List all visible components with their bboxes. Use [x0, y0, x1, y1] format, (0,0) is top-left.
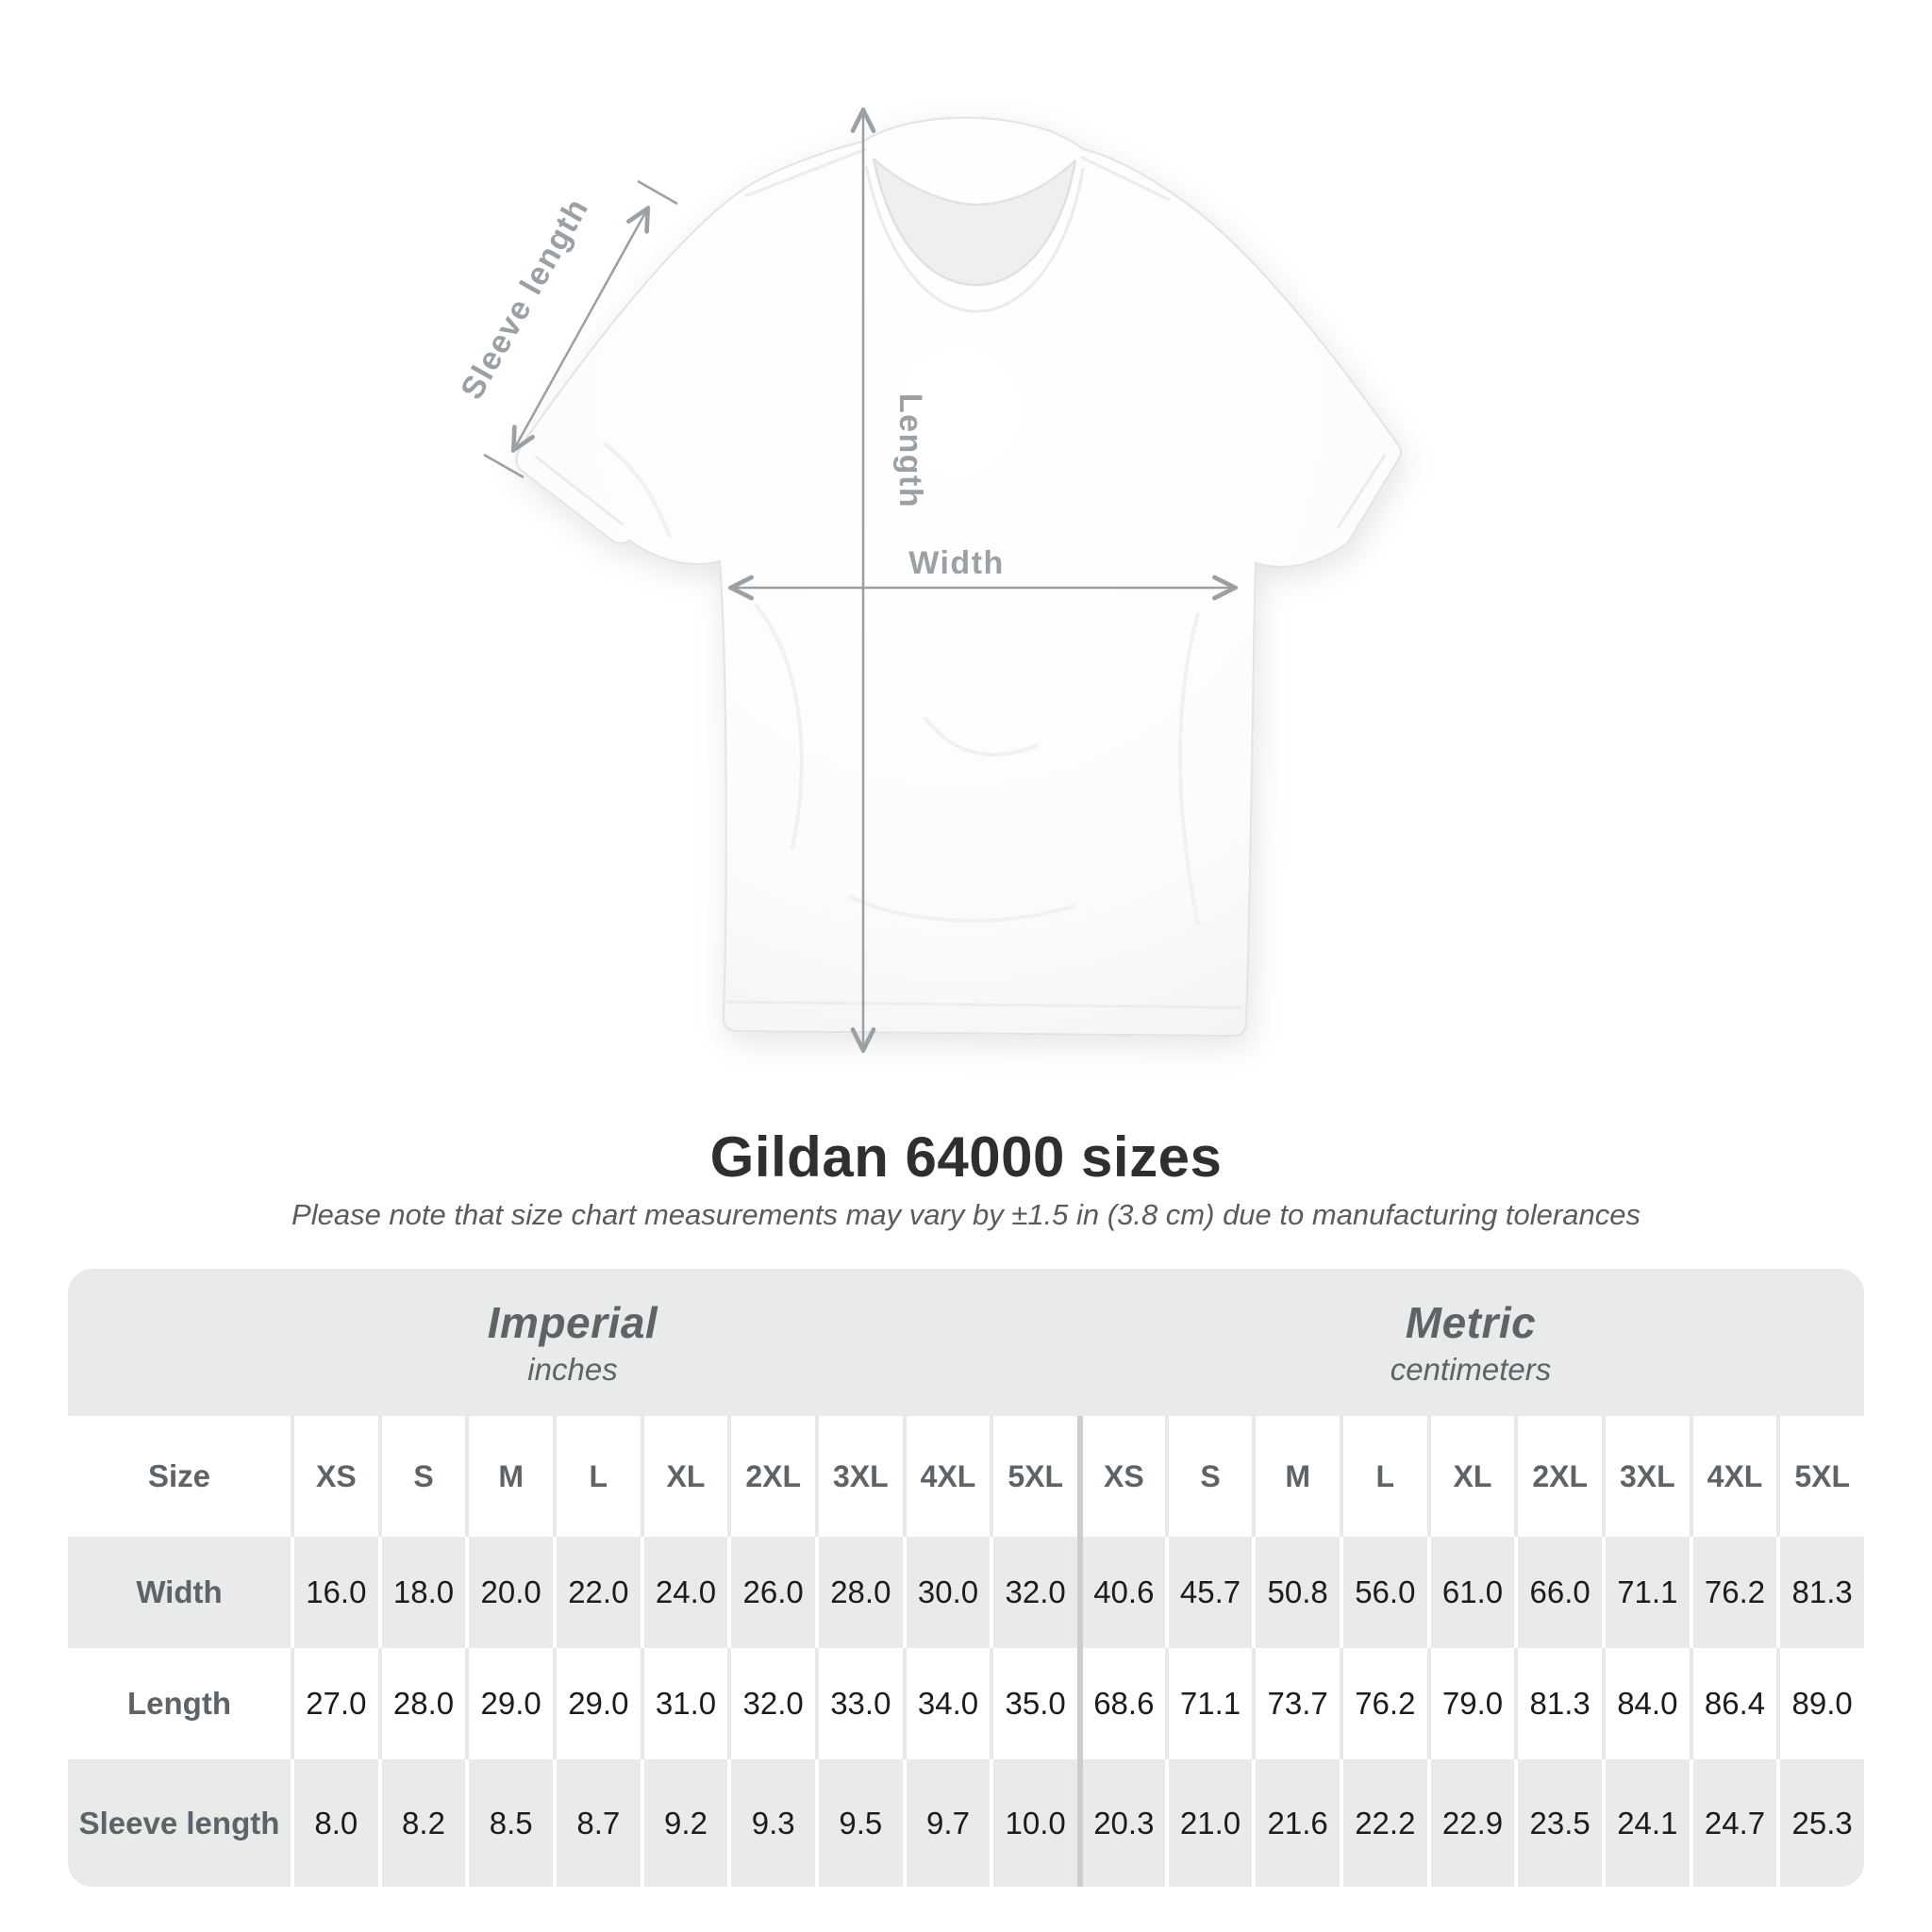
table-row-width — [68, 1537, 1864, 1648]
width-imperial-2xl: 26.0 — [727, 1537, 815, 1648]
size-col-metric-3xl: 3XL — [1602, 1416, 1690, 1537]
size-col-metric-4xl: 4XL — [1690, 1416, 1777, 1537]
tolerance-note: Please note that size chart measurements may vary by ±1.5 in (3.8 cm) due to manufacturing tolerances — [291, 1198, 1641, 1231]
row-label-length: Length — [127, 1686, 231, 1721]
size-col-imperial-3xl: 3XL — [815, 1416, 903, 1537]
width-imperial-4xl: 30.0 — [903, 1537, 991, 1648]
length-imperial-4xl: 34.0 — [903, 1648, 991, 1759]
sleeve-metric-2xl: 23.5 — [1514, 1759, 1602, 1887]
length-imperial-3xl: 33.0 — [815, 1648, 903, 1759]
imperial-label: Imperial — [487, 1298, 658, 1347]
width-imperial-5xl: 32.0 — [990, 1537, 1077, 1648]
size-table — [68, 1269, 1864, 1887]
size-col-imperial-m: M — [465, 1416, 553, 1537]
sleeve-metric-xl: 22.9 — [1427, 1759, 1515, 1887]
imperial-unit: inches — [527, 1352, 618, 1387]
width-metric-5xl: 81.3 — [1776, 1537, 1864, 1648]
size-col-metric-2xl: 2XL — [1514, 1416, 1602, 1537]
length-imperial-l: 29.0 — [553, 1648, 641, 1759]
length-metric-xl: 79.0 — [1427, 1648, 1515, 1759]
size-col-metric-s: S — [1165, 1416, 1253, 1537]
width-imperial-m: 20.0 — [465, 1537, 553, 1648]
row-label-width: Width — [136, 1574, 223, 1609]
width-metric-2xl: 66.0 — [1514, 1537, 1602, 1648]
sleeve-imperial-m: 8.5 — [465, 1759, 553, 1887]
page-title: Gildan 64000 sizes — [709, 1125, 1223, 1189]
length-metric-5xl: 89.0 — [1776, 1648, 1864, 1759]
size-header-label: Size — [147, 1458, 211, 1493]
size-col-metric-m: M — [1252, 1416, 1340, 1537]
length-metric-3xl: 84.0 — [1602, 1648, 1690, 1759]
table-row-length — [68, 1648, 1864, 1759]
sleeve-imperial-2xl: 9.3 — [727, 1759, 815, 1887]
width-label: Width — [908, 545, 1005, 581]
unit-band — [68, 1269, 1864, 1416]
size-col-imperial-l: L — [553, 1416, 641, 1537]
length-metric-2xl: 81.3 — [1514, 1648, 1602, 1759]
width-imperial-xl: 24.0 — [641, 1537, 728, 1648]
sleeve-metric-l: 22.2 — [1340, 1759, 1427, 1887]
sleeve-imperial-4xl: 9.7 — [903, 1759, 991, 1887]
width-metric-l: 56.0 — [1340, 1537, 1427, 1648]
length-metric-4xl: 86.4 — [1690, 1648, 1777, 1759]
sleeve-metric-3xl: 24.1 — [1602, 1759, 1690, 1887]
size-col-imperial-xs: XS — [291, 1416, 378, 1537]
metric-unit: centimeters — [1390, 1352, 1552, 1387]
sleeve-imperial-xl: 9.2 — [641, 1759, 728, 1887]
length-metric-l: 76.2 — [1340, 1648, 1427, 1759]
sleeve-imperial-5xl: 10.0 — [990, 1759, 1077, 1887]
length-metric-s: 71.1 — [1165, 1648, 1253, 1759]
unit-group-imperial — [68, 1269, 1077, 1416]
sleeve-metric-m: 21.6 — [1252, 1759, 1340, 1887]
width-metric-4xl: 76.2 — [1690, 1537, 1777, 1648]
size-col-imperial-2xl: 2XL — [727, 1416, 815, 1537]
length-imperial-xs: 27.0 — [291, 1648, 378, 1759]
size-col-imperial-s: S — [378, 1416, 466, 1537]
sleeve-arrow-tick-top — [638, 181, 677, 204]
length-imperial-5xl: 35.0 — [990, 1648, 1077, 1759]
sleeve-metric-4xl: 24.7 — [1690, 1759, 1777, 1887]
size-col-imperial-xl: XL — [641, 1416, 728, 1537]
sleeve-metric-5xl: 25.3 — [1776, 1759, 1864, 1887]
sleeve-imperial-l: 8.7 — [553, 1759, 641, 1887]
width-metric-s: 45.7 — [1165, 1537, 1253, 1648]
sleeve-metric-s: 21.0 — [1165, 1759, 1253, 1887]
width-imperial-l: 22.0 — [553, 1537, 641, 1648]
size-col-metric-xs: XS — [1077, 1416, 1165, 1537]
metric-label: Metric — [1405, 1298, 1537, 1347]
size-col-metric-l: L — [1340, 1416, 1427, 1537]
width-imperial-s: 18.0 — [378, 1537, 466, 1648]
row-label-sleeve-length: Sleeve length — [78, 1805, 280, 1840]
size-header-row — [68, 1416, 1864, 1537]
size-col-metric-5xl: 5XL — [1776, 1416, 1864, 1537]
sleeve-imperial-3xl: 9.5 — [815, 1759, 903, 1887]
sleeve-imperial-s: 8.2 — [378, 1759, 466, 1887]
length-label: Length — [892, 392, 928, 509]
width-metric-xl: 61.0 — [1427, 1537, 1515, 1648]
length-imperial-m: 29.0 — [465, 1648, 553, 1759]
length-imperial-2xl: 32.0 — [727, 1648, 815, 1759]
length-imperial-s: 28.0 — [378, 1648, 466, 1759]
width-metric-3xl: 71.1 — [1602, 1537, 1690, 1648]
size-col-imperial-5xl: 5XL — [990, 1416, 1077, 1537]
sleeve-length-label: Sleeve length — [454, 192, 596, 406]
width-metric-m: 50.8 — [1252, 1537, 1340, 1648]
size-col-imperial-4xl: 4XL — [903, 1416, 991, 1537]
length-imperial-xl: 31.0 — [641, 1648, 728, 1759]
sleeve-imperial-xs: 8.0 — [291, 1759, 378, 1887]
width-imperial-3xl: 28.0 — [815, 1537, 903, 1648]
length-metric-m: 73.7 — [1252, 1648, 1340, 1759]
unit-group-metric — [1077, 1269, 1864, 1416]
width-metric-xs: 40.6 — [1077, 1537, 1165, 1648]
sleeve-metric-xs: 20.3 — [1077, 1759, 1165, 1887]
size-col-metric-xl: XL — [1427, 1416, 1515, 1537]
width-imperial-xs: 16.0 — [291, 1537, 378, 1648]
table-row-sleeve-length — [68, 1759, 1864, 1887]
length-metric-xs: 68.6 — [1077, 1648, 1165, 1759]
